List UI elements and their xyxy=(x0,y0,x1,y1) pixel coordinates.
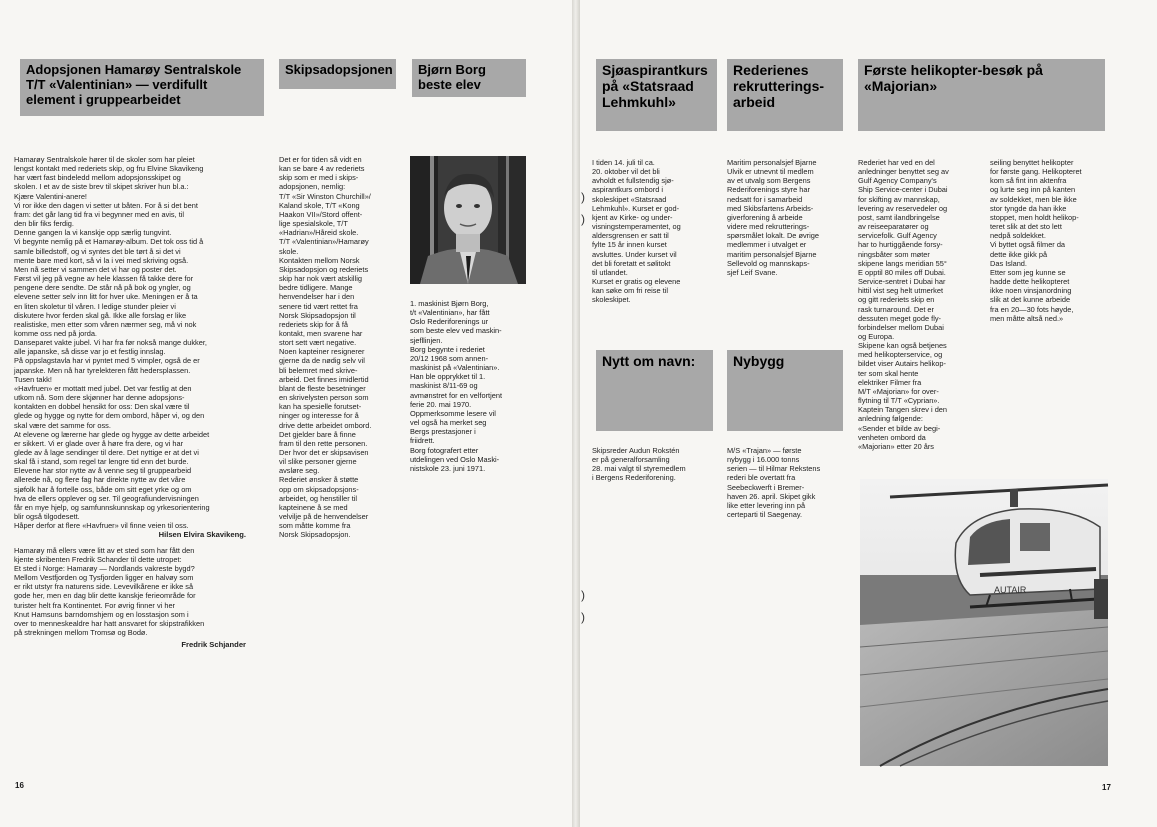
bjorn-borg-caption: 1. maskinist Bjørn Borg, t/t «Valentinian», har fått Oslo Rederiforenings ur som beste elev ved maskin- sjefllinjen. Borg begynte i rederiet 20/12 1968 som annen- maskinist på «Valentinian». Han ble opprykket til 1. maskinist 8/11-69 og avmønstret for en velfortjent ferie 20. mai 1970. Oppmerksomme lesere vil vel også ha merket seg Bergs prestasjoner i friidrett. Borg fotografert etter utdelingen ved Oslo Maski- nistskole 23. juni 1971. xyxy=(410,299,503,473)
helicopter-photo xyxy=(860,479,1108,766)
svg-text:AUTAIR: AUTAIR xyxy=(994,585,1027,595)
binding-hole-1: ) xyxy=(581,190,585,204)
skipsadopsjonen-text: Det er for tiden så vidt en kan se bare 4 av rederiets skip som er med i skips- adopsjonen, nemlig: T/T «Sir Winston Churchill»/ Kaland skole, T/T «Kong Haakon VII»/Stord offent- lige spesialskole, T/T «Hadrian»/Håreid skole. T/T «Valentinian»/Hamarøy skole. Kontakten mellom Norsk Skipsadopsjon og rederiets skip har nok vært atskillig bedre tidligere. Mange henvendelser har i den senere tid vært rettet fra Norsk Skipsadopsjon til rederiets skip for å få kontakt, men svarene har stort sett vært negative. Noen kapteiner resignerer gjerne da de nødig selv vil bli belemret med skrive- arbeid. Det finnes imidlertid blant de fleste besetninger en skrivelysten person som kan ha spesielle forutset- ninger og interesse for å drive dette arbeidet ombord. Det gjelder bare å finne fram til den rette personen. Der hvor det er skipsavisen vil slike personer gjerne avsløre seg. Rederiet ønsker å støtte opp om skipsadopsjons- arbeidet, og henstiller til kapteinene å se med velvilje på de henvendelser som måtte komme fra Norsk Skipsadopsjon. xyxy=(279,155,372,540)
header-skipsadopsjonen: Skipsadopsjonen xyxy=(279,59,396,89)
right-page xyxy=(580,0,1157,827)
page-number-right: 17 xyxy=(1102,783,1111,792)
binding-hole-4: ) xyxy=(581,610,585,624)
column-adopsjonen xyxy=(14,155,269,675)
author-signature: Fredrik Schjander xyxy=(181,640,246,650)
rederienes-text: Maritim personalsjef Bjarne Ulvik er utnevnt til medlem av et utvalg som Bergens Rederiforenings styre har nedsatt for i samarbeid med Skibsfartens Arbeids- giverforening å arbeide videre med rekrutterings- spørsmålet lokalt. De øvrige medlemmer i utvalget er maritim personalsjef Bjarne Sellevold og mannskaps- sjef Leif Svane. xyxy=(727,158,819,277)
header-sjoaspirantkurs: Sjøaspirantkurs på «Statsraad Lehmkuhl» xyxy=(596,59,717,131)
adopsjonen-letter-text: Hamarøy Sentralskole hører til de skoler som har pleiet lengst kontakt med rederiets skip, og fru Elvine Skavikeng har vært fast bindeledd mellom adopsjonsskipet og skolen. I et av de siste brev til skipet skriver hun bl.a.: Kjære Valentini-anere! Vi ror ikke den dagen vi setter ut båten. For å si det bent fram: det går lang tid fra vi begynner med en avis, til den blir fiks ferdig. Denne gangen la vi kanskje opp særlig tungvint. Vi begynte nemlig på et Hamarøy-album. Det tok oss tid å samle billedstoff, og vi syntes det ble tørt å si det vi mente bare med kort, så vi la i vei med skriving også. Men nå setter vi sammen det vi har og poster det. Først vil jeg på vegne av hele klassen få takke dere for pengene dere sendte. De står nå på bok og yngler, og elevene setter selv inn litt for hver uke. Meningen er å ta en liten skoletur til våren. I ledige stunder pleier vi diskutere hvor ferden skal gå. Ikke alle forslag er like realistiske, men etter som våren nærmer seg, må vi nok komme oss ned på jorda. Danseparet vakte jubel. Vi har fra før nokså mange dukker, alle japanske, så disse var jo et festlig innslag. På oppslagstavla har vi pyntet med 5 vimpler, også de er japanske. Men nå har tyrelekteren fått hedersplassen. Tusen takk! «Havfruen» er mottatt med jubel. Det var festlig at den utkom nå. Som dere skjønner har denne adopsjons- kontakten en dobbel hensikt for oss: Den skal være til glede og hygge og nytte for dem ombord, håper vi, og den skal være det samme for oss. At elevene og lærerne har glede og hygge av dette arbeidet er sikkert. Vi er glade over å høre fra dere, og vi har glede av å lage sendinger til dere. Det nyttige er at det vi skal få i stand, som regel tar lengre tid enn det burde. Elevene har stor nytte av å venne seg til gruppearbeid allerede nå, og flere fag har direkte nytte av det våre sjøfolk har å fortelle oss, både om sitt eget yrke og om hva de ellers opplever og ser. Til geografiundervisningen får en mye hjelp, og samfunnskunnskap og yrkesorientering blir også tilgodesett. Håper derfor at flere «Havfruer» vil finne veien til oss. xyxy=(14,155,210,531)
bjorn-borg-photo xyxy=(410,156,526,284)
nytt-om-navn-text: Skipsreder Audun Rokstén er på generalforsamling 28. mai valgt til styremedlem i Bergens Rederiforening. xyxy=(592,446,686,483)
header-bjorn-borg: Bjørn Borg beste elev xyxy=(412,59,526,97)
header-adopsjonen: Adopsjonen Hamarøy Sentralskole T/T «Valentinian» — verdifullt element i gruppearbeidet xyxy=(20,59,264,116)
header-rederienes: Rederienes rekrutterings-arbeid xyxy=(727,59,843,131)
hamaroy-quote-text: Hamarøy må ellers være litt av et sted som har fått den kjente skribenten Fredrik Schander til dette utropet: Et sted i Norge: Hamarøy — Nordlands vakreste bygd? Mellom Vestfjorden og Tysfjorden ligger en halvøy som er rikt utstyr fra naturens side. Levevilkårene er ikke så gode her, men en dag blir dette kanskje ferieområde for turister helt fra Kontinentet. For øvrig finner vi her Knut Hamsuns barndomshjem og en losstasjon som i over to menneskealdre har hatt ansvaret for skipstrafikken på strekningen mellom Tromsø og Bodø. xyxy=(14,545,205,637)
sjoaspirantkurs-text: I tiden 14. juli til ca. 20. oktober vil det bli avholdt et fullstendig sjø- aspirantkurs ombord i skoleskipet «Statsraad Lehmkuhl». Kurset er god- kjent av Kirke- og under- visningstemperamentet, og aldersgrensen er satt til fylte 15 år innen kurset avsluttes. Under kurset vil det bli foretatt et sølitokt til utlandet. Kurset er gratis og elevene kan søke om fri reise til skoleskipet. xyxy=(592,158,681,305)
nybygg-text: M/S «Trajan» — første nybygg i 16.000 tonns serien — til Hilmar Rekstens rederi ble overtatt fra Seebeckwerft i Bremer- haven 26. april. Skipet gikk like etter levering inn på certeparti til Saegenay. xyxy=(727,446,821,520)
header-nybygg: Nybygg xyxy=(727,350,843,431)
binding-hole-3: ) xyxy=(581,588,585,602)
binding-hole-2: ) xyxy=(581,212,585,226)
page-number-left: 16 xyxy=(15,781,24,790)
header-nytt-om-navn: Nytt om navn: xyxy=(596,350,713,431)
header-helikopter: Første helikopter-besøk på «Majorian» xyxy=(858,59,1105,131)
page-gutter xyxy=(572,0,580,827)
helikopter-text-col2: seiling benyttet helikopter for første gang. Helikopteret kom så fint inn aktenfra og lurte seg inn på kanten av soldekket, men ble ikke stor tyngde da han ikke stoppet, men holdt helikop- teret slik at det sto lett nedpå soldekket. Vi byttet også filmer da dette ikke gikk på Das Island. Etter som jeg kunne se hadde dette helikopteret ikke noen vinsjanordning slik at det kunne arbeide fra en 20—30 fots høyde, men måtte altså ned.» xyxy=(990,158,1082,323)
left-page xyxy=(0,0,572,827)
letter-signature: Hilsen Elvira Skavikeng. xyxy=(158,530,246,540)
helikopter-text-col1: Rederiet har ved en del anledninger benyttet seg av Gulf Agency Company's Ship Service-center i Dubai for skifting av mannskap, levering av reservedeler og post, samt ilandbringelse av reiseeparatører og servicefolk. Gulf Agency har to hurtiggående forsy- ningsbåter som møter skipene langs meridian 55° E opptil 80 miles off Dubai. Service-sentret i Dubai har hittil vist seg helt utmerket og gitt rederiets skip en rask turnaround. Det er dessuten meget gode fly- forbindelser mellom Dubai og Europa. Skipene kan også betjenes med helikopterservice, og bildet viser Autairs helikop- ter som skal hente elektriker Filmer fra M/T «Majorian» for over- flytning til T/T «Cyprian». Kaptein Tangen skrev i den anledning følgende: «Sender et bilde av begi- venheten ombord da «Majorian» etter 20 års xyxy=(858,158,949,451)
